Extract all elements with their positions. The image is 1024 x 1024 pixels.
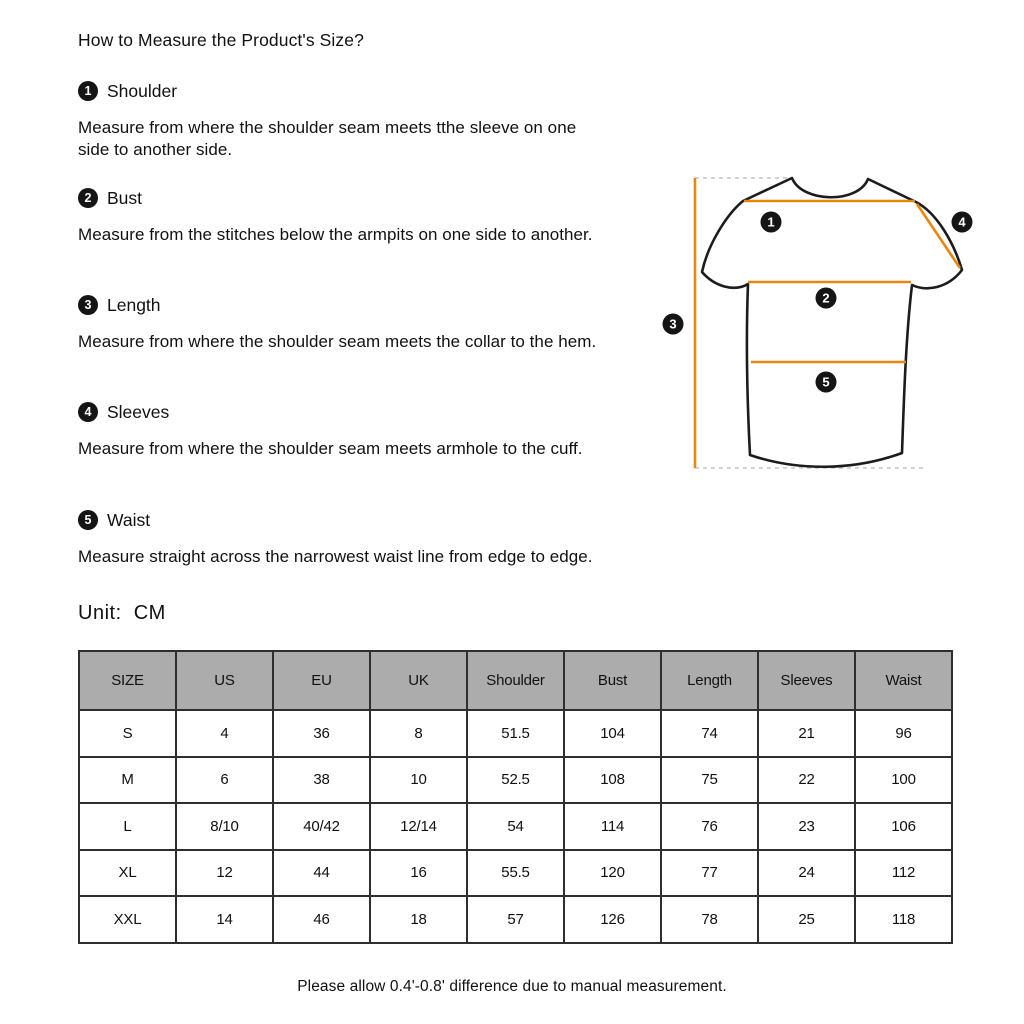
instruction-shoulder [78, 80, 608, 161]
cell-shoulder: 57 [467, 896, 564, 943]
column-header-waist: Waist [855, 651, 952, 710]
cell-waist: 100 [855, 757, 952, 804]
size-row-l [79, 803, 952, 850]
instruction-heading [78, 187, 608, 209]
cell-us: 14 [176, 896, 273, 943]
instruction-label: Shoulder [107, 80, 178, 101]
column-header-uk: UK [370, 651, 467, 710]
cell-sleeves: 22 [758, 757, 855, 804]
cell-us: 6 [176, 757, 273, 804]
size-row-xl [79, 850, 952, 897]
step-4-badge: 4 [78, 402, 98, 422]
instruction-label: Waist [107, 509, 151, 530]
marker-5-number: 5 [822, 374, 830, 390]
size-row-s [79, 710, 952, 757]
cell-size: XXL [79, 896, 176, 943]
cell-eu: 38 [273, 757, 370, 804]
cell-shoulder: 52.5 [467, 757, 564, 804]
instruction-length [78, 294, 608, 353]
step-5-badge: 5 [78, 510, 98, 530]
instruction-label: Sleeves [107, 401, 170, 422]
marker-2-number: 2 [822, 290, 830, 306]
cell-size: L [79, 803, 176, 850]
instruction-bust [78, 187, 608, 246]
instruction-description: Measure straight across the narrowest waist line from edge to edge. [78, 547, 593, 566]
tshirt-measurement-diagram [645, 150, 1005, 495]
cell-sleeves: 25 [758, 896, 855, 943]
column-header-size: SIZE [79, 651, 176, 710]
tshirt-diagram-svg [645, 150, 1005, 495]
step-2-badge: 2 [78, 188, 98, 208]
measurement-tolerance-note: Please allow 0.4'-0.8' difference due to manual measurement. [297, 978, 727, 995]
column-header-shoulder: Shoulder [467, 651, 564, 710]
cell-size: S [79, 710, 176, 757]
cell-length: 77 [661, 850, 758, 897]
cell-uk: 12/14 [370, 803, 467, 850]
cell-sleeves: 24 [758, 850, 855, 897]
page-title: How to Measure the Product's Size? [78, 30, 364, 50]
step-1-badge: 1 [78, 81, 98, 101]
cell-waist: 118 [855, 896, 952, 943]
instruction-sleeves [78, 401, 608, 460]
cell-sleeves: 21 [758, 710, 855, 757]
cell-us: 8/10 [176, 803, 273, 850]
column-header-length: Length [661, 651, 758, 710]
marker-4-number: 4 [958, 214, 966, 230]
cell-shoulder: 51.5 [467, 710, 564, 757]
cell-eu: 46 [273, 896, 370, 943]
diagram-marker-4 [952, 212, 973, 233]
cell-bust: 114 [564, 803, 661, 850]
cell-bust: 108 [564, 757, 661, 804]
cell-waist: 112 [855, 850, 952, 897]
cell-eu: 40/42 [273, 803, 370, 850]
cell-uk: 10 [370, 757, 467, 804]
cell-uk: 8 [370, 710, 467, 757]
cell-waist: 106 [855, 803, 952, 850]
instruction-label: Length [107, 294, 161, 315]
cell-bust: 104 [564, 710, 661, 757]
cell-bust: 126 [564, 896, 661, 943]
cell-shoulder: 54 [467, 803, 564, 850]
header-row [79, 651, 952, 710]
instruction-description: Measure from the stitches below the armpits on one side to another. [78, 225, 593, 244]
size-table [78, 650, 953, 944]
step-3-badge: 3 [78, 295, 98, 315]
column-header-bust: Bust [564, 651, 661, 710]
cell-us: 12 [176, 850, 273, 897]
instruction-heading [78, 294, 608, 316]
diagram-marker-1 [761, 212, 782, 233]
cell-sleeves: 23 [758, 803, 855, 850]
tshirt-outline-icon [702, 178, 962, 467]
cell-length: 76 [661, 803, 758, 850]
instruction-label: Bust [107, 187, 143, 208]
cell-waist: 96 [855, 710, 952, 757]
cell-eu: 44 [273, 850, 370, 897]
size-table-body [79, 710, 952, 943]
size-table-header [79, 651, 952, 710]
diagram-marker-2 [816, 288, 837, 309]
column-header-eu: EU [273, 651, 370, 710]
cell-size: XL [79, 850, 176, 897]
marker-1-number: 1 [767, 214, 775, 230]
instruction-heading [78, 80, 608, 102]
column-header-us: US [176, 651, 273, 710]
size-row-m [79, 757, 952, 804]
column-header-sleeves: Sleeves [758, 651, 855, 710]
cell-uk: 16 [370, 850, 467, 897]
instruction-description: Measure from where the shoulder seam meets armhole to the cuff. [78, 439, 583, 458]
cell-us: 4 [176, 710, 273, 757]
instruction-description: Measure from where the shoulder seam meets the collar to the hem. [78, 332, 597, 351]
instruction-heading [78, 401, 608, 423]
diagram-marker-3 [663, 314, 684, 335]
cell-shoulder: 55.5 [467, 850, 564, 897]
diagram-marker-5 [816, 372, 837, 393]
cell-length: 74 [661, 710, 758, 757]
size-row-xxl [79, 896, 952, 943]
unit-label: Unit: CM [78, 602, 166, 624]
instruction-description: Measure from where the shoulder seam meets tthe sleeve on one side to another side. [78, 118, 577, 159]
marker-3-number: 3 [669, 316, 677, 332]
cell-uk: 18 [370, 896, 467, 943]
cell-length: 78 [661, 896, 758, 943]
cell-length: 75 [661, 757, 758, 804]
cell-size: M [79, 757, 176, 804]
instruction-waist [78, 509, 608, 568]
cell-bust: 120 [564, 850, 661, 897]
instruction-heading [78, 509, 608, 531]
cell-eu: 36 [273, 710, 370, 757]
